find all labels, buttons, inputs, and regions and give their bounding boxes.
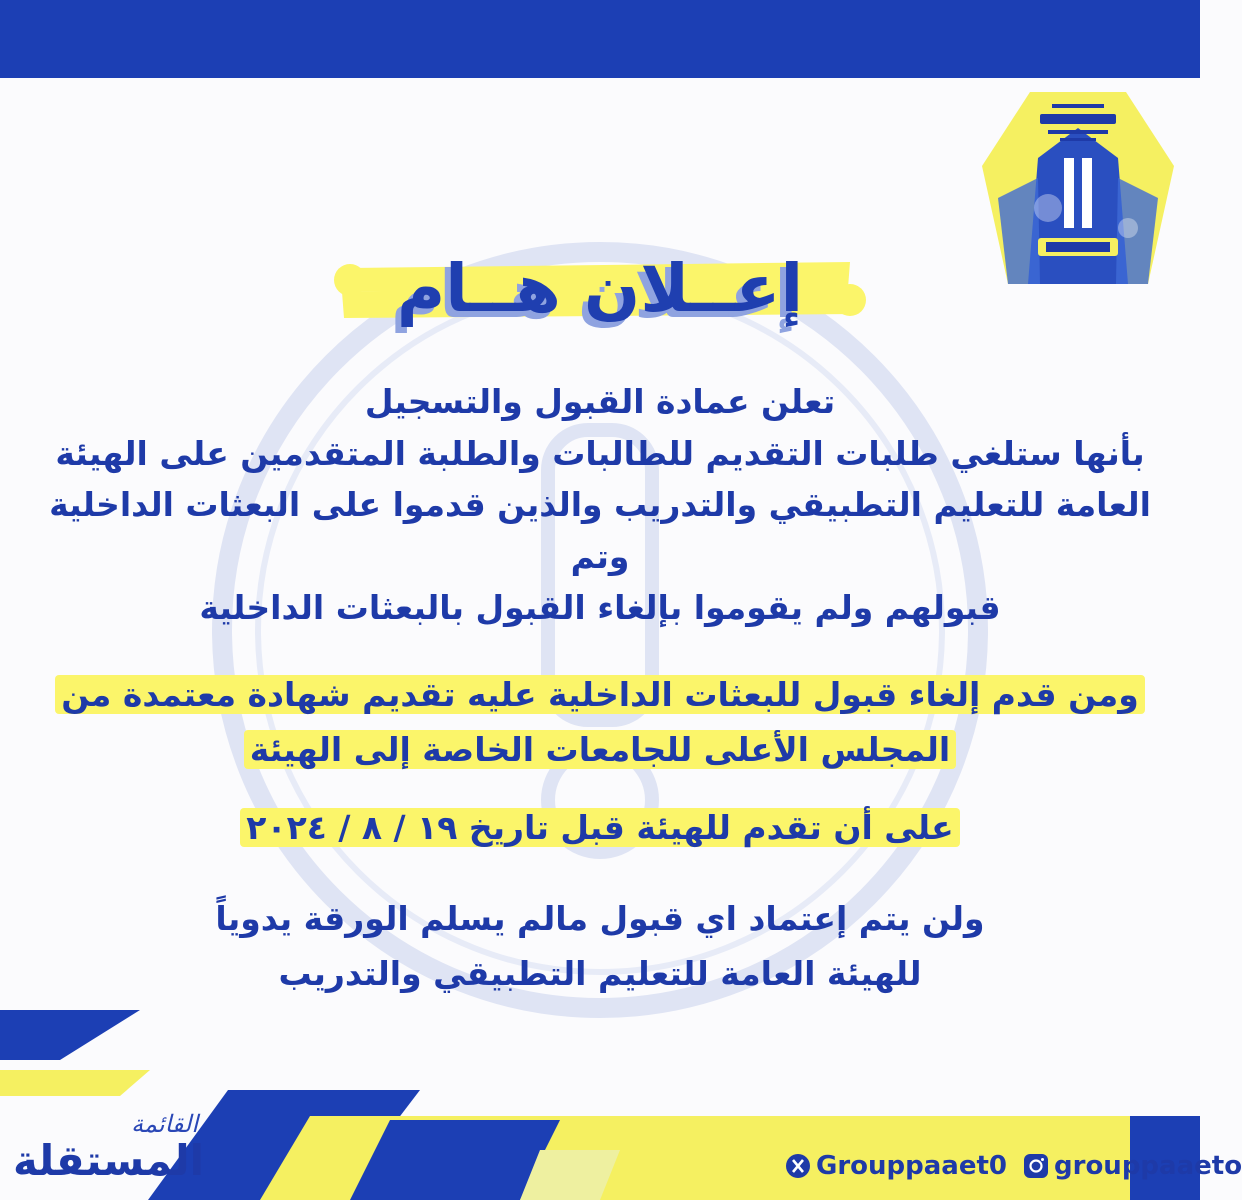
- x-handle-text: Grouppaaet0: [816, 1151, 1008, 1181]
- instagram-handle-text: grouppaaeto: [1054, 1151, 1242, 1181]
- manual-line: ولن يتم إعتماد اي قبول مالم يسلم الورقة يدوياً: [215, 899, 985, 938]
- brand-small-text: القائمة: [131, 1110, 198, 1138]
- page-title: إعــلان هــام: [396, 250, 804, 327]
- announcement-line: تعلن عمادة القبول والتسجيل: [364, 382, 836, 421]
- announcement-line: العامة للتعليم التطبيقي والتدريب والذين قدموا على البعثات الداخلية وتم: [49, 485, 1151, 576]
- instagram-icon: [1023, 1153, 1049, 1179]
- manual-line: للهيئة العامة للتعليم التطبيقي والتدريب: [278, 954, 922, 993]
- announcement-line: قبولهم ولم يقوموا بإلغاء القبول بالبعثات الداخلية: [199, 588, 1001, 627]
- cancellation-line: المجلس الأعلى للجامعات الخاصة إلى الهيئة: [244, 730, 956, 769]
- announcement-line: بأنها ستلغي طلبات التقديم للطالبات والطلبة المتقدمين على الهيئة: [55, 433, 1145, 473]
- deadline-line: على أن تقدم للهيئة قبل تاريخ ١٩ / ٨ / ٢٠٢٤: [240, 808, 959, 847]
- x-handle-link[interactable]: [785, 1151, 1007, 1181]
- instagram-handle-link[interactable]: [1023, 1151, 1242, 1181]
- brand-wordmark: [12, 1110, 212, 1190]
- cancellation-line: ومن قدم إلغاء قبول للبعثات الداخلية عليه تقديم شهادة معتمدة من: [55, 675, 1145, 714]
- brand-big-text: المستقلة: [12, 1136, 204, 1185]
- social-handles: [785, 1146, 1242, 1186]
- x-logo-icon: [785, 1153, 811, 1179]
